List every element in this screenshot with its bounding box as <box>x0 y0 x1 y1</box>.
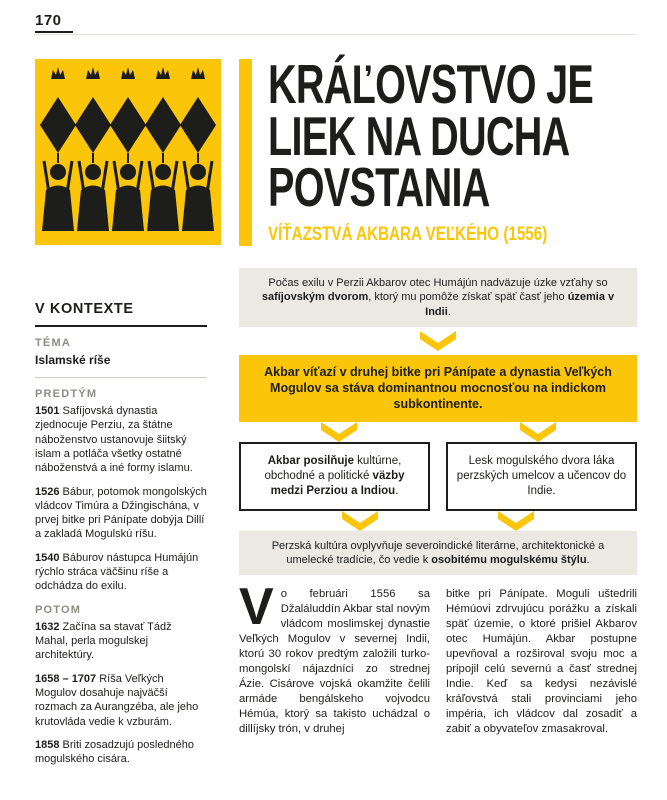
body-column-1 <box>239 578 430 737</box>
title-line-2: LIEK NA DUCHA <box>268 104 570 167</box>
arrow-pair-converge <box>239 511 637 531</box>
event-text: Ríša Veľkých Mogulov dosahuje najväčší rozmach za Aurangzéba, ale jeho krutovláda vedie k vzburám. <box>35 672 199 728</box>
right-column <box>239 43 637 776</box>
timeline-event <box>35 485 207 542</box>
flow-box-splendour <box>446 442 637 511</box>
before-label: PREDTÝM <box>35 387 98 400</box>
theme-value: Islamské ríše <box>35 353 207 378</box>
drop-cap: V <box>239 578 274 637</box>
event-year: 1526 <box>35 485 60 498</box>
event-year: 1658 – 1707 <box>35 672 97 685</box>
title-line-1: KRÁĽOVSTVO JE <box>268 53 594 115</box>
flow-text: . <box>447 305 451 318</box>
theme-label: TÉMA <box>35 336 71 349</box>
main-layout <box>35 43 637 776</box>
article-body <box>239 578 637 737</box>
body-text: o februári 1556 sa Džaláluddín Akbar stal novým vládcom moslimskej dynastie Veľkých Mogulov v severnej Indii, ktorú 30 rokov predtým založili turko-mongolskí nájazdníci zo strednej Ázie. Cisárove vojská okamžite čelili armáde bengálskeho vojvodcu Hémúa, ktorý sa takisto uchádzal o dillíjsky trón, v druhej <box>239 588 430 736</box>
body-text: bitke pri Pánípate. Moguli uštedrili Hémúovi zdrvujúcu porážku a získali späť územie, o ktoré prišiel Akbarov otec Humájún. Akbar postupne upevňoval a rozširoval svoju moc a pripojil celú severnú a časť strednej Indie. Keď sa kedysi nezávislé kráľovstvá stali provinciami jeho impéria, ich vládcov dal zosadiť a zabiť a obyvateľov zmasakroval. <box>446 588 637 736</box>
context-heading: V KONTEXTE <box>35 300 207 327</box>
arrow-down-icon <box>520 422 556 442</box>
flow-box-culture <box>239 531 637 576</box>
top-rule <box>35 34 637 35</box>
flow-text: , ktorý mu pomôže získať späť časť jeho <box>368 291 568 304</box>
article-title-block <box>239 53 637 246</box>
flow-text: . <box>395 484 399 497</box>
flow-box-exile <box>239 268 637 327</box>
event-year: 1501 <box>35 405 60 418</box>
event-text: Báburov nástupca Humájún rýchlo stráca väčšinu ríše a odchádza do exilu. <box>35 551 199 593</box>
arrow-pair-down <box>239 422 637 442</box>
title-line-3: POVSTANIA <box>268 156 490 219</box>
arrow-down-icon <box>342 511 378 531</box>
timeline-event <box>35 672 207 729</box>
page-number-rule <box>35 31 73 33</box>
flow-text-bold: väzby medzi Perziou a Indiou <box>270 469 405 497</box>
flow-text-bold: osobitému mogulskému štýlu <box>431 553 587 566</box>
flowchart <box>239 268 637 575</box>
article-subtitle: VÍŤAZSTVÁ AKBARA VEĽKÉHO (1556) <box>268 224 548 246</box>
timeline-event <box>35 404 207 475</box>
flow-box-ties <box>239 442 430 511</box>
event-year: 1540 <box>35 551 60 564</box>
illustration-graphic <box>35 59 221 245</box>
event-year: 1858 <box>35 738 60 751</box>
flow-box-pair <box>239 442 637 511</box>
event-text: Bábur, potomok mongolských vládcov Timúra a Džingischána, v prvej bitke pri Pánípate dobýja Dillí a zakladá Mogulskú ríšu. <box>35 485 207 541</box>
arrow-down-icon <box>420 331 456 351</box>
event-text: Začína sa stavať Tádž Mahal, perla mogulskej architektúry. <box>35 620 172 662</box>
page-number: 170 <box>35 12 62 29</box>
context-panel <box>35 300 207 767</box>
arrow-down-icon <box>498 511 534 531</box>
event-text: Safíjovská dynastia zjednocuje Perziu, za štátne náboženstvo ustanovuje šiitský islam a potláča všetky ostatné náboženstvá a iné formy islamu. <box>35 405 193 475</box>
flow-text-bold: územia v Indii <box>425 291 615 318</box>
flow-text: . <box>586 553 590 566</box>
arrow-down-icon <box>321 422 357 442</box>
flow-text-bold: Akbar posilňuje <box>267 454 354 467</box>
timeline-event <box>35 620 207 663</box>
flow-text: kultúrne, obchodné a politické <box>264 454 402 482</box>
left-column <box>35 43 221 776</box>
flow-text-bold: safíjovským dvorom <box>261 291 369 304</box>
event-year: 1632 <box>35 620 60 633</box>
timeline-event <box>35 738 207 767</box>
flow-text: Lesk mogulského dvora láka perzských umelcov a učencov do Indie. <box>456 454 627 497</box>
flow-text: Počas exilu v Perzii Akbarov otec Humájún nadväzuje úzke vzťahy so <box>268 277 608 290</box>
timeline-event <box>35 551 207 594</box>
flow-text: Perzská kultúra ovplyvňuje severoindické literárne, architektonické a umelecké tradície, čo vedie k <box>271 539 605 566</box>
event-text: Briti zosadzujú posledného mogulského cisára. <box>35 738 195 766</box>
flow-box-victory: Akbar víťazí v druhej bitke pri Pánípate a dynastia Veľkých Mogulov sa stáva dominantnou mocnosťou na indickom subkontinente. <box>239 355 637 422</box>
after-label: POTOM <box>35 603 82 616</box>
body-column-2 <box>446 587 637 737</box>
